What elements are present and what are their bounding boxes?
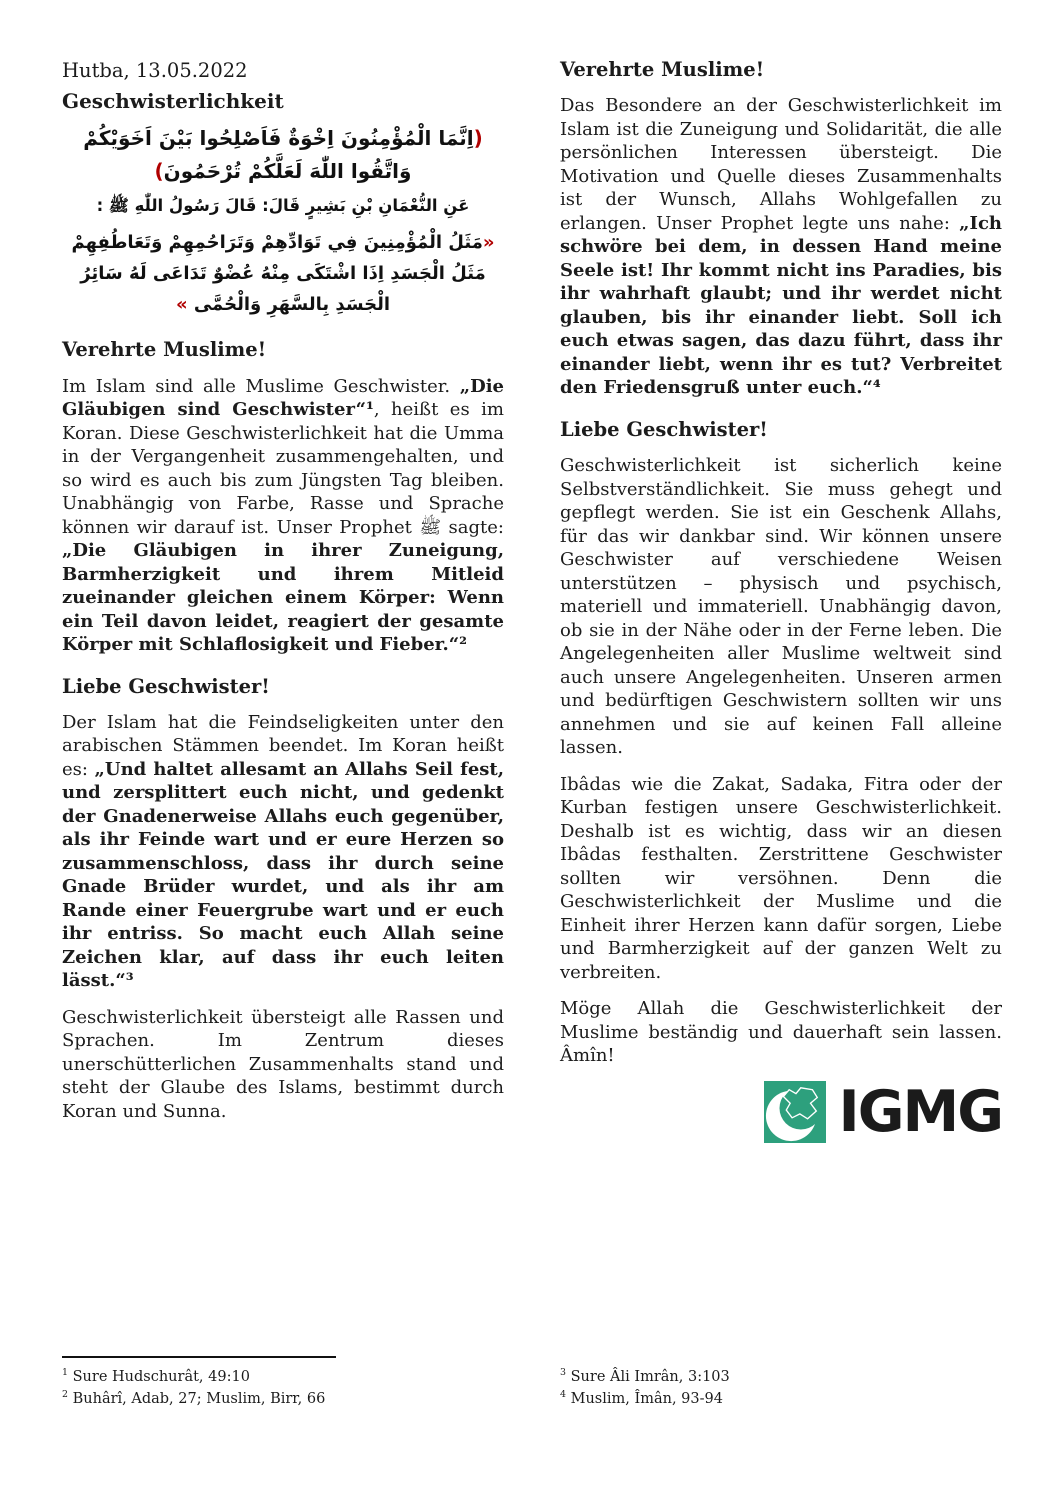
footnote-2 (62, 1388, 504, 1410)
footnote-text: Muslim, Îmân, 93-94 (570, 1391, 723, 1408)
section-heading-liebe-geschwister: Liebe Geschwister! (560, 417, 768, 441)
footnote-4 (560, 1388, 1002, 1410)
footnote-1 (62, 1366, 504, 1388)
crescent-europe-icon (764, 1081, 826, 1143)
section-heading-liebe-geschwister: Liebe Geschwister! (62, 674, 270, 698)
date-line: Hutba, 13.05.2022 (62, 59, 248, 82)
paragraph: Das Besondere an der Geschwisterlichkeit im Islam ist die Zuneigung und Solidarität, die alle persönlichen Interessen übersteigt. Die Motivation und Quelle dieses Zusammenhalts ist der Wunsch, Allahs Wohlgefallen zu erlangen. Unser Prophet legte uns nahe: „Ich schwöre bei dem, in dessen Hand meine Seele ist! Ihr kommt nicht ins Paradies, bis ihr wahrhaft glaubt; und ihr werdet nicht glauben, bis ihr einander liebt. Soll ich euch etwas sagen, das dazu führt, dass ihr einander liebt, wenn ihr es tut? Verbreitet den Friedensgruß unter euch.“⁴ (560, 95, 1002, 399)
footnote-marker: 2 (62, 1389, 68, 1401)
footnote-text: Buhârî, Adab, 27; Muslim, Birr, 66 (72, 1391, 326, 1408)
paragraph: Geschwisterlichkeit übersteigt alle Rassen und Sprachen. Im Zentrum dieses unerschütterlichen Zusammenhalts stand und steht der Glaube des Islams, bestimmt durch Koran und Sunna. (62, 1006, 504, 1122)
paragraph: Möge Allah die Geschwisterlichkeit der Muslime beständig und dauerhaft sein lassen. Âmîn! (560, 998, 1002, 1067)
footnotes (62, 1356, 1002, 1411)
footnote-separator (62, 1356, 336, 1358)
footnotes-left (62, 1356, 504, 1411)
footnote-marker: 1 (62, 1367, 68, 1379)
section-heading-verehrte-muslime: Verehrte Muslime! (62, 338, 267, 362)
igmg-logo-text: IGMG (838, 1078, 1002, 1145)
quran-verse-arabic: (اِنَّمَا الْمُؤْمِنُونَ اِخْوَةٌ فَاَصْلِحُوا بَيْنَ اَخَوَيْكُمْ وَاتَّقُوا اللّٰهَ لَعَلَّكُمْ تُرْحَمُونَ) (83, 126, 483, 184)
footnote-text: Sure Âli Imrân, 3:103 (570, 1369, 730, 1385)
paragraph: Ibâdas wie die Zakat, Sadaka, Fitra oder der Kurban festigen unsere Geschwisterlichkeit. Deshalb ist es wichtig, dass wir an diesen Ibâdas festhalten. Zerstrittene Geschwister sollten wir versöhnen. Denn die Geschwisterlichkeit der Muslime und die Einheit ihrer Herzen kann dafür sorgen, Liebe und Barmherzigkeit auf der ganzen Welt zu verbreiten. (560, 773, 1002, 983)
footnotes-right (560, 1356, 1002, 1411)
footnote-marker: 4 (560, 1389, 566, 1401)
igmg-logo (764, 1078, 1002, 1145)
paragraph: Im Islam sind alle Muslime Geschwister. „Die Gläubigen sind Geschwister“¹, heißt es im Koran. Diese Geschwisterlichkeit hat die Umma in der Vergangenheit zusammengehalten, und so wird es auch bis zum Jüngsten Tag bleiben. Unabhängig von Farbe, Rasse und Sprache können wir darauf ist. Unser Prophet ﷺ sagte: „Die Gläubigen in ihrer Zuneigung, Barmherzigkeit und ihrem Mitleid zueinander gleichen einem Körper: Wenn ein Teil davon leidet, reagiert der gesamte Körper mit Schlaflosigkeit und Fieber.“² (62, 375, 504, 656)
section-heading-verehrte-muslime: Verehrte Muslime! (560, 58, 765, 81)
hadith-text-arabic: «مَثَلُ الْمُؤْمِنِينَ فِي تَوَادِّهِمْ وَتَرَاحُمِهِمْ وَتَعَاطُفِهِمْ مَثَلُ الْجَسَدِ اِذَا اشْتَكَى مِنْهُ عُضْوٌ تَدَاعَى لَهُ سَائِرُ الْجَسَدِ بِالسَّهَرِ وَالْحُمَّى » (71, 232, 495, 315)
footnote-text: Sure Hudschurât, 49:10 (72, 1369, 250, 1385)
right-column (560, 58, 1002, 1143)
hadith-narration-arabic: عَنِ النُّعْمَانِ بْنِ بَشِيرٍ قَالَ: قَالَ رَسُولُ اللّٰهِ ﷺ : (96, 196, 470, 216)
footnote-3 (560, 1366, 1002, 1388)
page-title: Geschwisterlichkeit (62, 89, 284, 114)
paragraph: Der Islam hat die Feindseligkeiten unter den arabischen Stämmen beendet. Im Koran heißt es: „Und haltet allesamt an Allahs Seil fest, und zersplittert euch nicht, und gedenkt der Gnadenerweise Allahs euch gegenüber, als ihr Feinde wart und er eure Herzen so zusammenschloss, dass ihr durch seine Gnade Brüder wurdet, und als ihr am Rande einer Feuergrube wart und er euch ihr entriss. So macht euch Allah seine Zeichen klar, auf dass ihr euch leiten lässt.“³ (62, 711, 504, 992)
paragraph: Geschwisterlichkeit ist sicherlich keine Selbstverständlichkeit. Sie muss gehegt und gepflegt werden. Sie ist ein Geschenk Allahs, für das wir dankbar sind. Wir können unsere Geschwister auf verschiedene Weisen unterstützen – physisch und psychisch, materiell und immateriell. Unabhängig davon, ob sie in der Nähe oder in der Ferne leben. Die Angelegenheiten aller Muslime weltweit sind auch unsere Angelegenheiten. Unseren armen und bedürftigen Geschwistern sollten wir uns annehmen und sie auf keinen Fall alleine lassen. (560, 455, 1002, 759)
footnote-marker: 3 (560, 1367, 566, 1379)
left-column (62, 58, 504, 1143)
logo-row (560, 1078, 1002, 1145)
